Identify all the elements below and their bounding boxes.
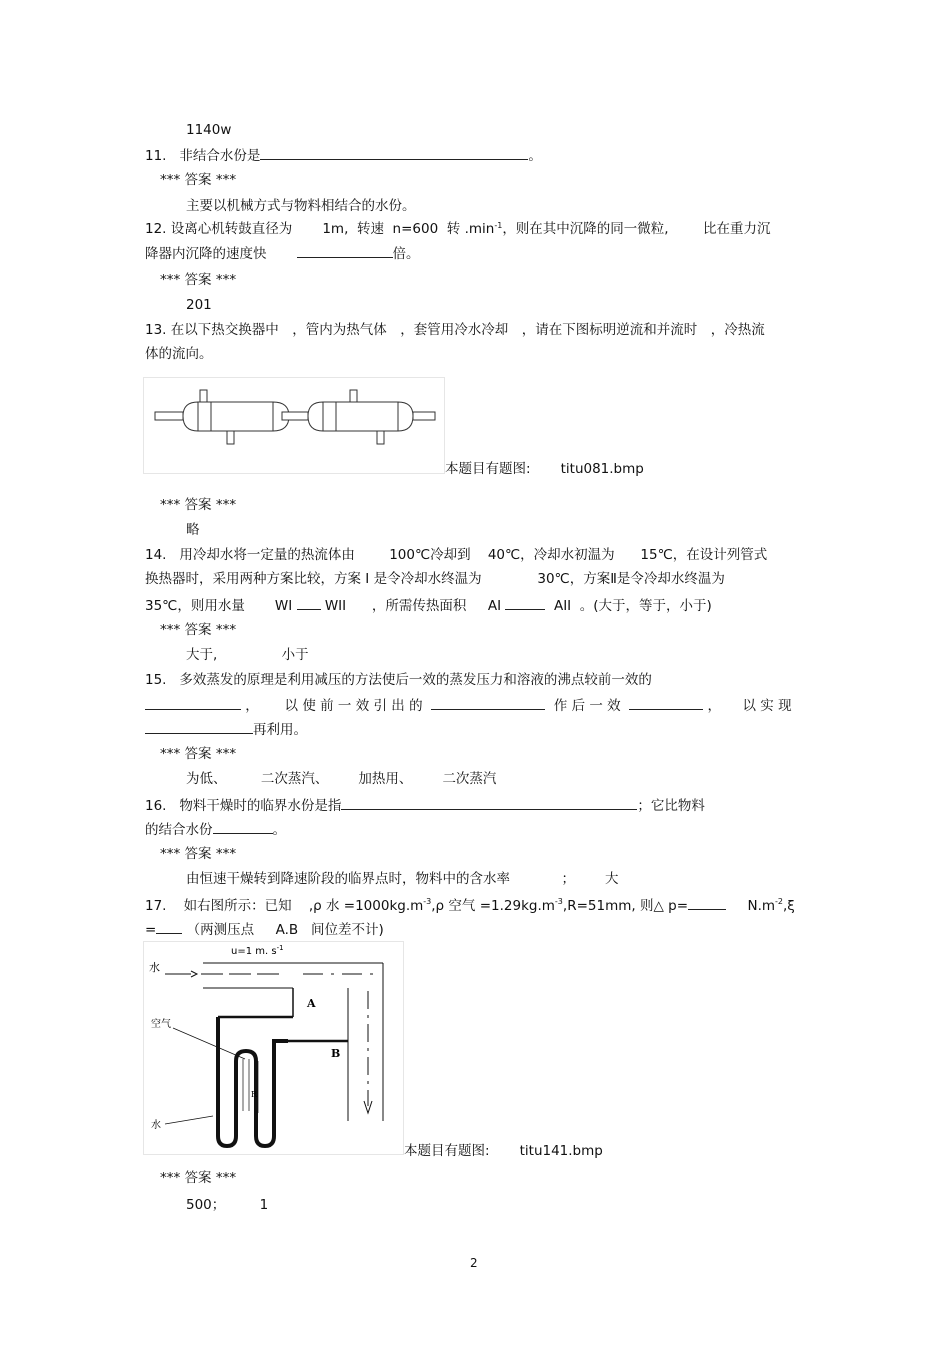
air-label: 空气 <box>151 1019 171 1030</box>
q16-text-c: 的结合水份 <box>145 822 213 838</box>
q15-number: 15. <box>145 672 167 688</box>
q15-answer-2: 二次蒸汽、 <box>260 771 329 787</box>
q14-text-b: 100℃冷却到 <box>389 547 471 563</box>
q14-text-f: 30℃，方案Ⅱ是令冷却水终温为 <box>537 571 725 587</box>
q12-unit: 转 .min <box>446 221 495 237</box>
q17-fig-label: 本题目有题图: <box>404 1143 490 1159</box>
q13-figure-note <box>445 461 644 478</box>
q17-answer-1: 500； <box>186 1197 226 1213</box>
nozzle-bottom-right <box>377 431 384 444</box>
question-17-line1 <box>145 897 795 915</box>
shell-left <box>198 402 273 431</box>
question-13-line2: 体的流向。 <box>145 346 213 362</box>
q16-text-a: 物料干燥时的临界水份是指 <box>179 798 342 814</box>
q11-number: 11. <box>145 148 167 164</box>
q14-blank-1[interactable] <box>297 597 321 610</box>
q14-aii: AII <box>553 598 572 614</box>
q17-r-dp: ,R=51mm, 则△ p= <box>562 898 689 914</box>
head-right-b <box>398 402 413 431</box>
q15-blank-1[interactable] <box>145 697 241 710</box>
q12-text-a: 设离心机转鼓直径为 <box>170 221 293 237</box>
q11-answer: 主要以机械方式与物料相结合的水份。 <box>186 198 416 214</box>
point-b-label: B <box>331 1047 341 1060</box>
q17-exp-1: -3 <box>423 897 432 906</box>
q12-number: 12. <box>145 221 167 237</box>
q15-text-c: 作 后 一 效 <box>553 698 621 714</box>
q15-comma-2: ， <box>707 698 722 714</box>
q17-blank-1[interactable] <box>688 897 726 910</box>
manometer-figure <box>143 941 405 1156</box>
q17-figure-note <box>404 1143 603 1160</box>
q12-speed: n=600 <box>392 221 439 237</box>
q12-text-c: ，则在其中沉降的同一微粒, <box>502 221 669 237</box>
q12-answer-label: *** 答案 *** <box>160 272 237 288</box>
q16-blank-1[interactable] <box>341 797 637 810</box>
q15-text-e: 再利用。 <box>253 722 307 738</box>
q17-water-density: ,ρ 水 =1000kg.m <box>308 898 424 914</box>
shell-right <box>323 402 398 431</box>
q15-blank-4[interactable] <box>145 721 253 734</box>
q17-ab: A.B <box>275 922 299 938</box>
q17-number: 17. <box>145 898 167 914</box>
q14-text-d: 15℃，在设计列管式 <box>640 547 768 563</box>
outlet-right <box>413 412 435 420</box>
q17-blank-2[interactable] <box>156 921 182 934</box>
velocity-label: u=1 m. $s^{-1}$ <box>231 944 284 957</box>
q12-diameter: 1m, <box>322 221 349 237</box>
q17-answer-2: 1 <box>259 1197 269 1213</box>
q17-exp-3: -2 <box>775 897 784 906</box>
water-bottom-label: 水 <box>151 1120 161 1131</box>
q15-text-d: 以 实 现 <box>742 698 792 714</box>
q15-answer <box>186 771 496 788</box>
q16-answer <box>186 871 619 888</box>
question-12-line1 <box>145 221 770 238</box>
q17-text-a: 如右图所示：已知 <box>183 898 292 914</box>
q12-text-d: 比在重力沉 <box>702 221 771 237</box>
u-tube-outer <box>218 1017 288 1146</box>
nozzle-top-left <box>200 390 207 402</box>
q15-comma-1: ， <box>245 698 259 714</box>
inlet-left <box>155 412 183 420</box>
q17-unit: N.m <box>747 898 776 914</box>
q12-text-e: 降器内沉降的速度快 <box>145 246 267 262</box>
q14-text-i: 。(大于，等于，小于) <box>579 598 712 614</box>
q13-number: 13. <box>145 322 167 338</box>
question-16-line1 <box>145 797 705 815</box>
q17-eq: = <box>145 922 157 938</box>
water-pointer <box>165 1116 213 1124</box>
q16-text-d: 。 <box>272 822 286 838</box>
question-15-line3 <box>145 721 307 739</box>
exchanger-right <box>282 390 435 444</box>
question-14-line1 <box>145 547 767 564</box>
q12-text-b: 转速 <box>356 221 384 237</box>
q13-fig-file: titu081.bmp <box>560 461 644 477</box>
q13-text: 在以下热交换器中 ，管内为热气体 ，套管用冷水冷却 ，请在下图标明逆流和并流时 ，冷热流 <box>170 322 765 338</box>
q17-text-b: （两测压点 <box>186 922 255 938</box>
q16-answer-label: *** 答案 *** <box>160 846 237 862</box>
question-17-line2 <box>145 921 384 939</box>
q15-blank-3[interactable] <box>629 697 703 710</box>
r-label: R <box>251 1090 258 1099</box>
question-14-line2 <box>145 571 725 588</box>
q12-exponent: -1 <box>494 221 503 230</box>
q16-answer-2: ； <box>561 871 575 887</box>
q12-blank[interactable] <box>297 245 393 258</box>
q17-air-density: ,ρ 空气 =1.29kg.m <box>431 898 555 914</box>
air-pointer <box>173 1028 245 1059</box>
nozzle-top-right <box>350 390 357 402</box>
q15-blank-2[interactable] <box>431 697 545 710</box>
q15-text-b: 以 使 前 一 效 引 出 的 <box>284 698 423 714</box>
q17-text-c: 间位差不计) <box>311 922 384 938</box>
water-top-label: 水 <box>149 961 160 974</box>
q16-answer-1: 由恒速干燥转到降速阶段的临界点时，物料中的含水率 <box>186 871 510 887</box>
q11-blank[interactable] <box>260 147 528 160</box>
page-number: 2 <box>470 1256 478 1270</box>
flow-arrow-head <box>191 971 197 977</box>
question-13-line1 <box>145 322 765 339</box>
head-right-a <box>308 402 323 431</box>
q15-answer-3: 加热用、 <box>358 771 413 787</box>
q13-answer: 略 <box>186 522 200 538</box>
q11-end: 。 <box>528 148 542 164</box>
nozzle-bottom-left <box>227 431 234 444</box>
q14-wi: WI <box>274 598 293 614</box>
q14-text-c: 40℃，冷却水初温为 <box>487 547 615 563</box>
q15-answer-1: 为低、 <box>186 771 227 787</box>
q17-xi: ,ξ <box>783 898 795 914</box>
q15-text-a: 多效蒸发的原理是利用减压的方法使后一效的蒸发压力和溶液的沸点较前一效的 <box>179 672 652 688</box>
q14-number: 14. <box>145 547 167 563</box>
head-left-a <box>183 402 198 431</box>
q17-fig-file: titu141.bmp <box>519 1143 603 1159</box>
q14-text-h: ，所需传热面积 <box>371 598 467 614</box>
inlet-right <box>282 412 308 420</box>
heat-exchanger-figure <box>143 377 446 474</box>
q14-answer-label: *** 答案 *** <box>160 622 237 638</box>
point-a-label: A <box>307 997 316 1010</box>
question-16-line2 <box>145 821 286 839</box>
q14-ai: AI <box>487 598 502 614</box>
q12-answer: 201 <box>186 297 212 313</box>
q14-answer-2: 小于 <box>281 647 309 663</box>
u-tube-inner <box>243 1059 249 1111</box>
q15-answer-4: 二次蒸汽 <box>442 771 497 787</box>
q16-text-b: ；它比物料 <box>637 798 705 814</box>
q14-text-a: 用冷却水将一定量的热流体由 <box>179 547 355 563</box>
q12-text-f: 倍。 <box>392 246 420 262</box>
question-15-line2 <box>145 697 792 715</box>
q15-answer-label: *** 答案 *** <box>160 746 237 762</box>
q17-answer-label: *** 答案 *** <box>160 1170 237 1186</box>
q14-blank-2[interactable] <box>505 597 545 610</box>
question-12-line2 <box>145 245 420 263</box>
q14-text-e: 换热器时，采用两种方案比较，方案 I 是令冷却水终温为 <box>145 571 482 587</box>
q16-blank-2[interactable] <box>213 821 273 834</box>
q14-text-g: 35℃，则用水量 <box>145 598 245 614</box>
q14-wii: WII <box>324 598 347 614</box>
prev-answer: 1140w <box>186 122 232 138</box>
q14-answer-1: 大于, <box>186 647 218 663</box>
question-15-line1 <box>145 672 652 689</box>
q16-answer-3: 大 <box>605 871 619 887</box>
q13-fig-label: 本题目有题图: <box>445 461 531 477</box>
q11-answer-label: *** 答案 *** <box>160 172 237 188</box>
q17-answer <box>186 1197 268 1214</box>
q16-number: 16. <box>145 798 167 814</box>
q14-answer <box>186 647 309 664</box>
q11-text: 非结合水份是 <box>179 148 261 164</box>
question-11 <box>145 147 542 165</box>
question-14-line3 <box>145 597 712 615</box>
q17-exp-2: -3 <box>554 897 563 906</box>
q13-answer-label: *** 答案 *** <box>160 497 237 513</box>
